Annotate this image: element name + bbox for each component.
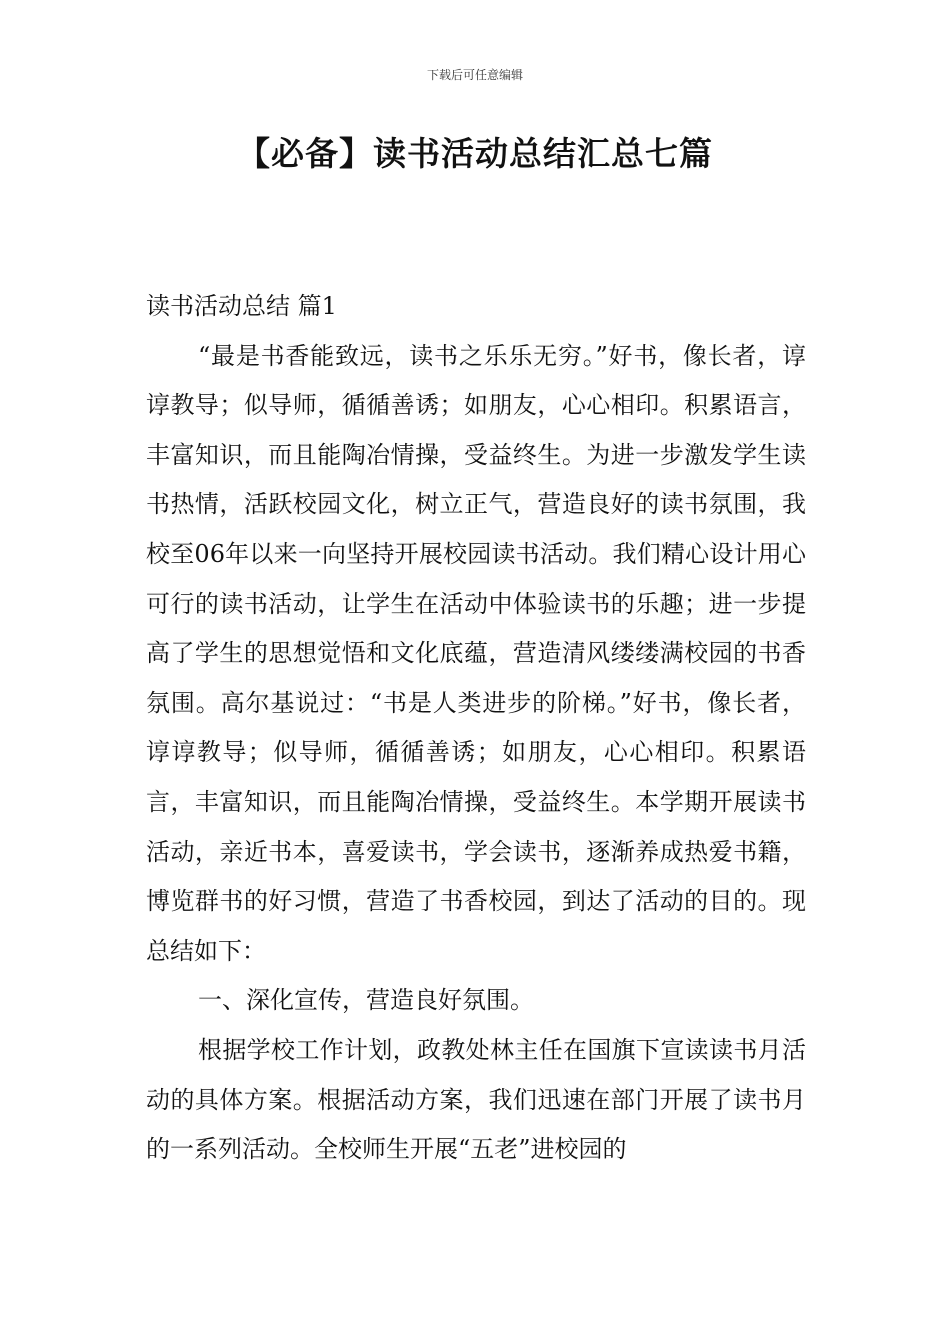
paragraph: “最是书香能致远，读书之乐乐无穷。”好书，像长者，谆谆教导；似导师，循循善诱；如朋友，心心相印。积累语言，丰富知识，而且能陶冶情操，受益终生。为进一步激发学生读书热情，活跃校园文化，树立正气，营造良好的读书氛围，我校至06年以来一向坚持开展校园读书活动。我们精心设计用心可行的读书活动，让学生在活动中体验读书的乐趣；进一步提高了学生的思想觉悟和文化底蕴，营造清风缕缕满校园的书香氛围。高尔基说过：“书是人类进步的阶梯。”好书，像长者，谆谆教导；似导师，循循善诱；如朋友，心心相印。积累语言，丰富知识，而且能陶冶情操，受益终生。本学期开展读书活动，亲近书本，喜爱读书，学会读书，逐渐养成热爱书籍，博览群书的好习惯，营造了书香校园，到达了活动的目的。现总结如下： xyxy=(146,341,806,965)
header-note: 下载后可任意编辑 xyxy=(426,68,523,82)
paragraph: 根据学校工作计划，政教处林主任在国旗下宣读读书月活动的具体方案。根据活动方案，我们迅速在部门开展了读书月的一系列活动。全校师生开展“五老”进校园的 xyxy=(146,1035,806,1164)
document-title: 【必备】读书活动总结汇总七篇 xyxy=(237,134,713,173)
document-body xyxy=(146,282,806,1175)
section-heading: 一、深化宣传，营造良好氛围。 xyxy=(198,986,534,1015)
section-subheading: 读书活动总结 篇1 xyxy=(146,292,337,320)
